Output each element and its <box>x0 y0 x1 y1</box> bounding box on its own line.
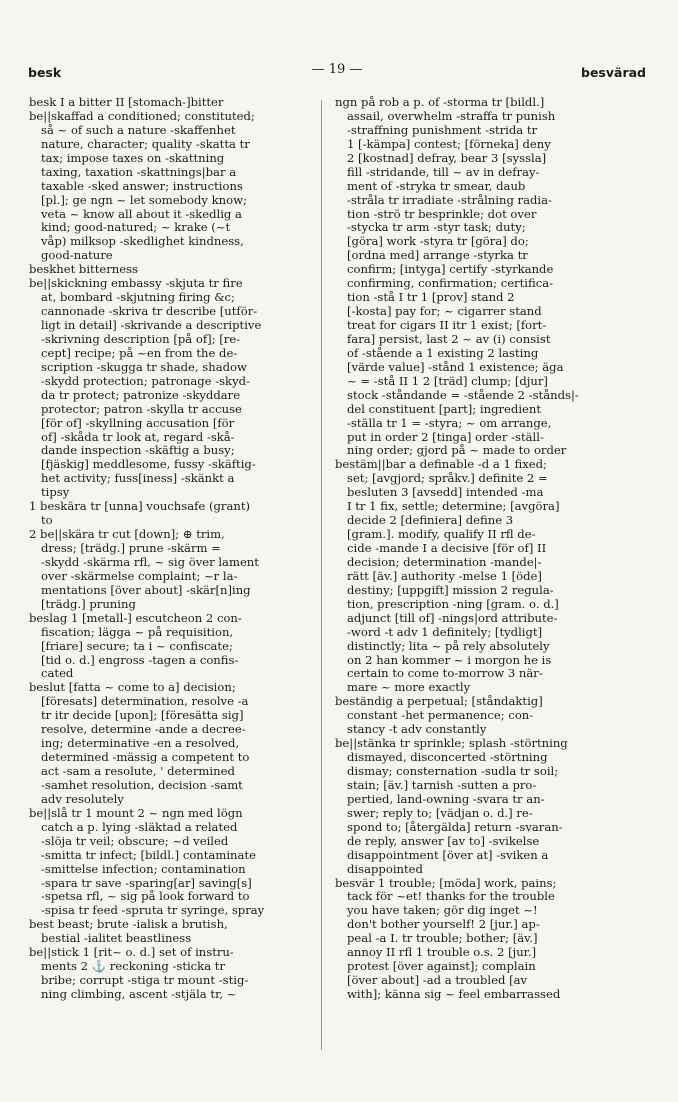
dictionary-line: het activity; fuss[iness] -skänkt a <box>41 472 235 486</box>
dictionary-line: ngn på rob a p. of -storma tr [bildl.] <box>335 96 545 109</box>
dictionary-line: protest [över against]; complain <box>347 960 536 974</box>
dictionary-line: -spisa tr feed -spruta tr syringe, spray <box>41 904 265 918</box>
dictionary-line: constant -het permanence; con- <box>347 709 534 723</box>
dictionary-line: [över about] -ad a troubled [av <box>347 974 528 988</box>
dictionary-line: tion, prescription -ning [gram. o. d.] <box>347 597 559 611</box>
dictionary-line: -smittelse infection; contamination <box>41 862 246 876</box>
dictionary-line: put in order 2 [tinga] order -ställ- <box>347 430 544 444</box>
dictionary-line: mentations [över about] -skär[n]ing <box>41 583 251 597</box>
dictionary-line: så ~ of such a nature -skaffenhet <box>41 123 236 137</box>
dictionary-line: decide 2 [definiera] define 3 <box>347 514 514 528</box>
dictionary-line: fill -stridande, till ~ av in defray- <box>347 165 540 179</box>
dictionary-line: fiscation; lägga ~ på requisition, <box>41 625 234 639</box>
dictionary-line: protector; patron -skylla tr accuse <box>41 402 242 416</box>
dictionary-line: -stråla tr irradiate -strålning radia- <box>347 193 552 207</box>
dictionary-line: you have taken; gör dig inget ~! <box>347 904 538 918</box>
dictionary-line: dress; [trädg.] prune -skärm = <box>41 542 221 555</box>
dictionary-line: veta ~ know all about it -skedlig a <box>41 207 242 221</box>
dictionary-line: don't bother yourself! 2 [jur.] ap- <box>347 918 540 932</box>
dictionary-line: -spetsa rfl, ~ sig på look forward to <box>41 890 250 904</box>
dictionary-line: decision; determination -mande|- <box>347 555 542 569</box>
dictionary-line: -samhet resolution, decision -samt <box>41 778 243 792</box>
dictionary-line: ligt in detail] -skrivande a descriptive <box>41 319 262 332</box>
dictionary-line: I tr 1 fix, settle; determine; [avgöra] <box>347 500 560 514</box>
dictionary-line: nature, character; quality -skatta tr <box>41 137 250 151</box>
dictionary-line: -ställa tr 1 = -styra; ~ om arrange, <box>347 416 552 430</box>
dictionary-line: disappointment [över at] -sviken a <box>347 848 549 862</box>
dictionary-line: del constituent [part]; ingredient <box>347 402 542 416</box>
dictionary-line: tr itr decide [upon]; [föresätta sig] <box>41 709 244 723</box>
dictionary-line: adjunct [till of] -nings|ord attribute- <box>347 611 558 625</box>
dictionary-line: determined -mässig a competent to <box>41 751 250 765</box>
dictionary-line: cannonade -skriva tr describe [utför- <box>41 305 258 319</box>
dictionary-line: -smitta tr infect; [bildl.] contaminate <box>41 848 256 862</box>
dictionary-line: ing; determinative -en a resolved, <box>41 737 240 751</box>
dictionary-line: treat for cigars II itr 1 exist; [fort- <box>347 319 547 332</box>
dictionary-line: distinctly; lita ~ på rely absolutely <box>347 639 550 653</box>
page-number: — 19 — <box>311 62 363 77</box>
dictionary-line: dismayed, disconcerted -störtning <box>347 751 548 765</box>
dictionary-line: tion -stå I tr 1 [prov] stand 2 <box>347 291 515 305</box>
dictionary-line: -slöja tr veil; obscure; ~d veiled <box>41 834 229 848</box>
dictionary-line: besluten 3 [avsedd] intended -ma <box>347 486 544 500</box>
dictionary-line: with]; känna sig ~ feel embarrassed <box>347 988 561 1001</box>
dictionary-line: [-kosta] pay for; ~ cigarrer stand <box>347 305 542 319</box>
dictionary-line: catch a p. lying -släktad a related <box>41 820 238 834</box>
dictionary-line: set; [avgjord; språkv.] definite 2 = <box>347 472 548 486</box>
dictionary-line: confirming, confirmation; certifica- <box>347 277 554 291</box>
dictionary-line: of -stående a 1 existing 2 lasting <box>347 346 539 360</box>
dictionary-line: certain to come to-morrow 3 när- <box>347 667 543 681</box>
dictionary-line: våp) milksop -skedlighet kindness, <box>41 235 244 249</box>
dictionary-line: -word -t adv 1 definitely; [tydligt] <box>347 625 543 639</box>
dictionary-line: fara] persist, last 2 ~ av (i) consist <box>347 332 551 346</box>
dictionary-line: [för of] -skyllning accusation [för <box>41 416 235 430</box>
dictionary-line: annoy II rfl 1 trouble o.s. 2 [jur.] <box>347 946 537 960</box>
dictionary-line: tack för ~et! thanks for the trouble <box>347 890 555 904</box>
dictionary-line: be||stänka tr sprinkle; splash -störtning <box>335 737 568 751</box>
dictionary-line: best beast; brute -ialisk a brutish, <box>29 918 228 932</box>
dictionary-line: 1 [-kämpa] contest; [förneka] deny <box>347 137 551 151</box>
dictionary-line: peal -a I. tr trouble; bother; [äv.] <box>347 932 538 946</box>
dictionary-line: -skydd protection; patronage -skyd- <box>41 374 250 388</box>
dictionary-line: mare ~ more exactly <box>347 681 471 695</box>
dictionary-line: [trädg.] pruning <box>41 597 136 611</box>
dictionary-line: on 2 han kommer ~ i morgon he is <box>347 653 552 667</box>
dictionary-line: resolve, determine -ande a decree- <box>41 723 246 737</box>
dictionary-line: da tr protect; patronize -skyddare <box>41 388 241 402</box>
dictionary-line: ment of -stryka tr smear, daub <box>347 179 526 193</box>
dictionary-line: be||stick 1 [rit~ o. d.] set of instru- <box>29 946 234 960</box>
dictionary-line: -straffning punishment -strida tr <box>347 123 538 137</box>
dictionary-line: be||slå tr 1 mount 2 ~ ngn med lögn <box>29 806 243 820</box>
dictionary-line: 2 be||skära tr cut [down]; ⊕ trim, <box>29 528 225 542</box>
dictionary-line: dande inspection -skäftig a busy; <box>41 444 235 458</box>
dictionary-line: ments 2 ⚓ reckoning -sticka tr <box>41 960 225 974</box>
dictionary-line: scription -skugga tr shade, shadow <box>41 360 247 374</box>
dictionary-line: ning climbing, ascent -stjäla tr, ~ <box>41 988 237 1001</box>
dictionary-line: ~ = -stå II 1 2 [träd] clump; [djur] <box>347 374 548 388</box>
dictionary-line: spond to; [återgälda] return -svaran- <box>347 820 563 834</box>
dictionary-line: beslag 1 [metall-] escutcheon 2 con- <box>29 611 242 625</box>
dictionary-line: adv resolutely <box>41 792 124 806</box>
dictionary-line: be||skaffad a conditioned; constituted; <box>29 109 255 123</box>
dictionary-line: destiny; [uppgift] mission 2 regula- <box>347 583 554 597</box>
dictionary-line: stain; [äv.] tarnish -sutten a pro- <box>347 778 537 792</box>
dictionary-line: cept] recipe; på ~en from the de- <box>41 346 238 360</box>
dictionary-line: confirm; [intyga] certify -styrkande <box>347 263 554 277</box>
dictionary-line: tipsy <box>41 486 70 500</box>
dictionary-line: 1 beskära tr [unna] vouchsafe (grant) <box>29 500 251 514</box>
dictionary-line: [friare] secure; ta i ~ confiscate; <box>41 639 233 653</box>
dictionary-line: beständig a perpetual; [ståndaktig] <box>335 695 543 709</box>
dictionary-line: [gram.]. modify, qualify II rfl de- <box>347 528 536 542</box>
dictionary-line: assail, overwhelm -straffa tr punish <box>347 109 556 123</box>
dictionary-line: [värde value] -stånd 1 existence; äga <box>347 360 564 374</box>
dictionary-line: [fjäskig] meddlesome, fussy -skäftig- <box>41 458 256 472</box>
dictionary-line: de reply, answer [av to] -svikelse <box>347 834 540 848</box>
dictionary-line: at, bombard -skjutning firing &c; <box>41 291 235 305</box>
dictionary-line: be||skickning embassy -skjuta tr fire <box>29 277 243 291</box>
dictionary-line: cide -mande I a decisive [för of] II <box>347 542 547 555</box>
dictionary-line: [pl.]; ge ngn ~ let somebody know; <box>41 193 247 207</box>
dictionary-line: 2 [kostnad] defray, bear 3 [syssla] <box>347 151 547 165</box>
dictionary-line: tax; impose taxes on -skattning <box>41 151 225 165</box>
dictionary-line: to <box>41 514 53 528</box>
dictionary-line: act -sam a resolute, ' determined <box>41 765 235 778</box>
dictionary-line: cated <box>41 667 74 681</box>
dictionary-line: kind; good-natured; ~ krake (~t <box>41 221 231 235</box>
dictionary-line: bestäm||bar a definable -d a 1 fixed; <box>335 458 547 472</box>
page-header <box>28 62 646 84</box>
dictionary-line: [tid o. d.] engross -tagen a confis- <box>41 653 239 667</box>
dictionary-line: stock -ståndande = -stående 2 -stånds|- <box>347 388 579 402</box>
dictionary-line: taxable -sked answer; instructions <box>41 179 243 193</box>
column-divider <box>321 100 322 1050</box>
dictionary-line: besvär 1 trouble; [möda] work, pains; <box>335 876 557 890</box>
dictionary-line: [föresats] determination, resolve -a <box>41 695 249 709</box>
dictionary-line: disappointed <box>347 862 423 876</box>
dictionary-line: rätt [äv.] authority -melse 1 [öde] <box>347 569 542 583</box>
dictionary-line: pertied, land-owning -svara tr an- <box>347 792 545 806</box>
dictionary-line: besk I a bitter II [stomach-]bitter <box>29 96 224 109</box>
dictionary-line: over -skärmelse complaint; ~r la- <box>41 569 238 583</box>
dictionary-line: [ordna med] arrange -styrka tr <box>347 249 528 263</box>
dictionary-line: -skydd -skärma rfl, ~ sig över lament <box>41 555 259 569</box>
dictionary-line: bribe; corrupt -stiga tr mount -stig- <box>41 974 249 988</box>
dictionary-line: bestial -ialitet beastliness <box>41 932 192 946</box>
dictionary-line: -spara tr save -sparing[ar] saving[s] <box>41 876 252 890</box>
dictionary-line: [göra] work -styra tr [göra] do; <box>347 235 529 249</box>
dictionary-line: tion -strö tr besprinkle; dot over <box>347 207 537 221</box>
header-last-word: besvärad <box>581 65 646 80</box>
dictionary-line: ning order; gjord på ~ made to order <box>347 444 567 458</box>
dictionary-line: swer; reply to; [vädjan o. d.] re- <box>347 806 533 820</box>
dictionary-line: beslut [fatta ~ come to a] decision; <box>29 681 236 695</box>
dictionary-line: beskhet bitterness <box>29 263 139 277</box>
dictionary-line: good-nature <box>41 249 113 263</box>
dictionary-line: dismay; consternation -sudla tr soil; <box>347 765 559 778</box>
dictionary-line: -skrivning description [på of]; [re- <box>41 332 241 346</box>
left-column <box>29 96 317 1056</box>
dictionary-line: stancy -t adv constantly <box>347 723 487 737</box>
dictionary-line: of] -skåda tr look at, regard -skå- <box>41 430 235 444</box>
dictionary-line: taxing, taxation -skattnings|bar a <box>41 165 237 179</box>
header-first-word: besk <box>28 65 62 80</box>
dictionary-line: -stycka tr arm -styr task; duty; <box>347 221 526 235</box>
right-column <box>335 96 623 1056</box>
